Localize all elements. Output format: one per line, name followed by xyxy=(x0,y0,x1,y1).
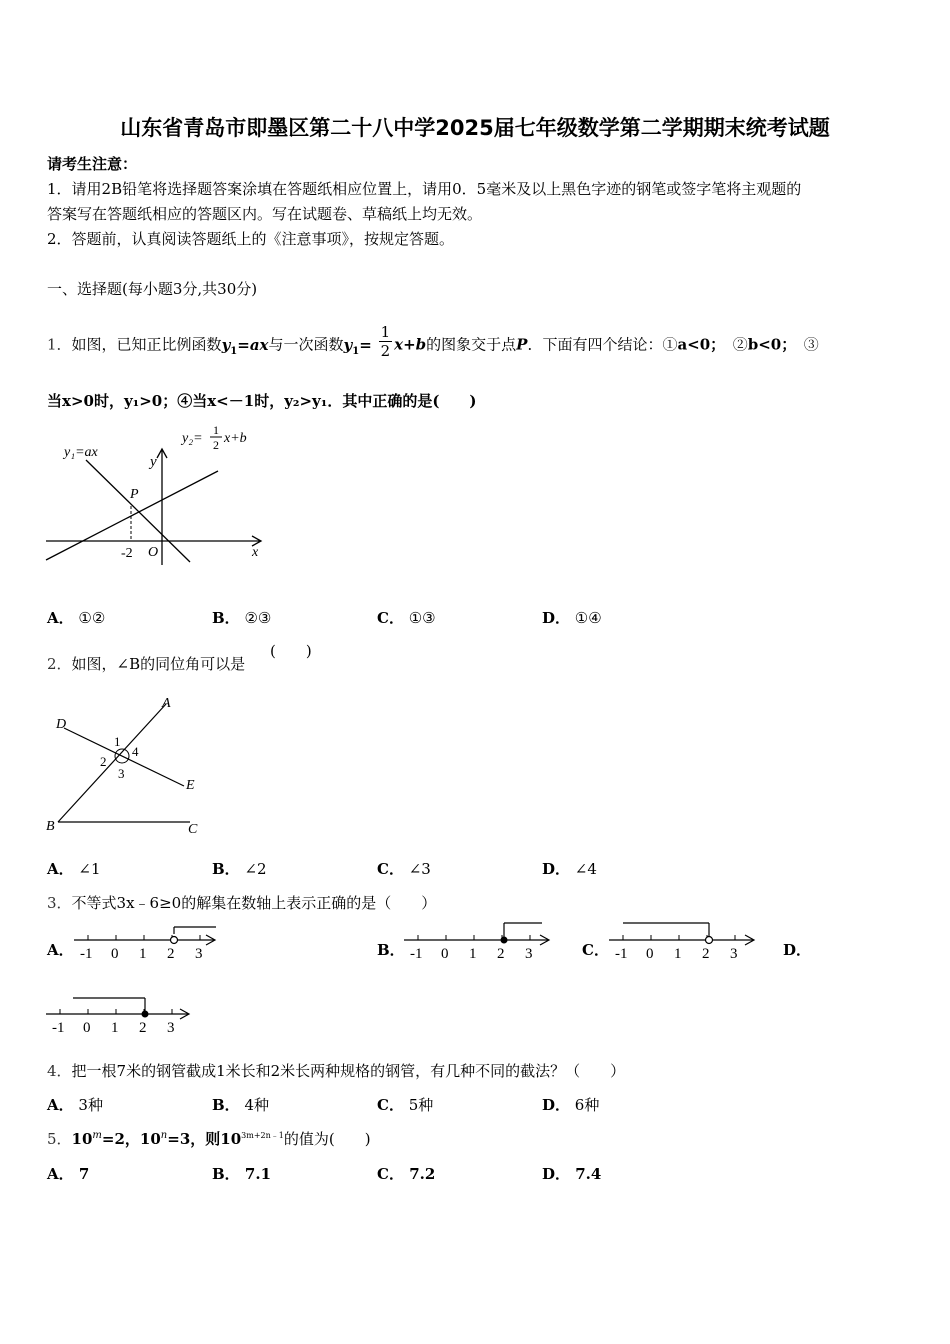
origin-label: O xyxy=(148,545,159,560)
svg-text:2: 2 xyxy=(167,946,175,962)
tick-neg2: -2 xyxy=(121,546,133,561)
svg-text:2: 2 xyxy=(497,946,505,962)
q1-option-a[interactable]: A． ①② xyxy=(47,609,106,627)
svg-text:-1: -1 xyxy=(410,946,423,962)
notice-heading: 请考生注意： xyxy=(47,155,138,173)
svg-text:B: B xyxy=(46,819,55,834)
q3-option-d-numberline[interactable] xyxy=(42,993,197,1038)
q3-option-d-label[interactable]: D． xyxy=(783,941,812,959)
q5-option-d[interactable]: D． 7.4 xyxy=(542,1165,602,1183)
q2-option-c[interactable]: C． ∠3 xyxy=(377,860,431,878)
y2-tail: x+b xyxy=(224,431,247,446)
q1-option-d[interactable]: D． ①④ xyxy=(542,609,602,627)
q3-option-a-label[interactable]: A． xyxy=(47,941,74,959)
svg-text:1: 1 xyxy=(469,946,477,962)
q3-option-c-label[interactable]: C． xyxy=(582,941,609,959)
svg-text:3: 3 xyxy=(525,946,533,962)
q4-option-a[interactable]: A． 3种 xyxy=(47,1096,103,1114)
q4-option-c[interactable]: C． 5种 xyxy=(377,1096,434,1114)
fraction: $\frac{1}{2}$ xyxy=(380,323,391,360)
svg-text:3: 3 xyxy=(730,946,738,962)
y1-label: y₁=ax xyxy=(64,445,98,460)
q3-option-c-numberline[interactable] xyxy=(605,922,760,964)
q2-option-b[interactable]: B． ∠2 xyxy=(212,860,267,878)
svg-text:1: 1 xyxy=(114,734,121,749)
q2-option-d[interactable]: D． ∠4 xyxy=(542,860,597,878)
svg-text:-1: -1 xyxy=(615,946,628,962)
q4-option-d[interactable]: D． 6种 xyxy=(542,1096,600,1114)
q3-option-a-numberline[interactable] xyxy=(70,922,220,964)
q1-option-c[interactable]: C． ①③ xyxy=(377,609,436,627)
svg-text:C: C xyxy=(188,822,198,837)
svg-text:0: 0 xyxy=(83,1020,91,1036)
q5-option-c[interactable]: C． 7.2 xyxy=(377,1165,436,1183)
section-heading: 一、选择题(每小题3分,共30分) xyxy=(47,280,258,298)
svg-text:2: 2 xyxy=(702,946,710,962)
svg-text:x: x xyxy=(252,545,259,560)
question-2-paren: ( ) xyxy=(270,642,312,660)
svg-text:E: E xyxy=(186,778,195,793)
question-1-line-2: 当x>0时，y₁>0；④当x<－1时，y₂>y₁．其中正确的是( ) xyxy=(47,392,477,410)
svg-text:4: 4 xyxy=(132,744,139,759)
y1-line xyxy=(86,460,190,562)
notice-line-1b: 答案写在答题纸相应的答题区内。写在试题卷、草稿纸上均无效。 xyxy=(47,205,483,223)
svg-text:0: 0 xyxy=(441,946,449,962)
notice-line-1: 1．请用2B铅笔将选择题答案涂填在答题纸相应位置上，请用0．5毫米及以上黑色字迹的钢笔或签字笔将主观题的 xyxy=(47,180,802,198)
svg-text:-1: -1 xyxy=(80,946,93,962)
svg-text:y: y xyxy=(150,454,157,470)
q4-option-b[interactable]: B． 4种 xyxy=(212,1096,270,1114)
y2-label: y₂= xyxy=(182,431,203,446)
page-title: 山东省青岛市即墨区第二十八中学2025届七年级数学第二学期期末统考试题 xyxy=(120,116,830,140)
question-2-figure xyxy=(42,690,212,840)
svg-text:0: 0 xyxy=(111,946,119,962)
q3-option-b-numberline[interactable] xyxy=(400,922,555,964)
q3-option-b-label[interactable]: B． xyxy=(377,941,405,959)
svg-text:-1: -1 xyxy=(52,1020,65,1036)
q2-option-a[interactable]: A． ∠1 xyxy=(47,860,101,878)
svg-text:0: 0 xyxy=(646,946,654,962)
svg-text:D: D xyxy=(56,717,67,732)
svg-text:A: A xyxy=(162,696,171,711)
svg-text:2: 2 xyxy=(139,1020,147,1036)
y2-frac-num: 1 xyxy=(213,423,219,437)
q5-option-a[interactable]: A． 7 xyxy=(47,1165,90,1183)
q1-option-b[interactable]: B． ②③ xyxy=(212,609,272,627)
question-1-graph xyxy=(42,420,272,570)
svg-text:2: 2 xyxy=(100,754,107,769)
point-p: P xyxy=(130,487,139,502)
svg-text:1: 1 xyxy=(139,946,147,962)
notice-line-2: 2．答题前，认真阅读答题纸上的《注意事项》，按规定答题。 xyxy=(47,230,455,248)
svg-text:1: 1 xyxy=(674,946,682,962)
svg-text:3: 3 xyxy=(167,1020,175,1036)
q5-option-b[interactable]: B． 7.1 xyxy=(212,1165,272,1183)
question-2: 2．如图，∠B的同位角可以是 xyxy=(47,655,246,673)
y2-frac-den: 2 xyxy=(213,438,219,452)
question-5: 5．$10^m=2$，$10^n=3$，则$10^{3m+2n﹣1}$的值为( ) xyxy=(47,1130,371,1148)
svg-text:3: 3 xyxy=(118,766,125,781)
question-4: 4．把一根7米的钢管截成1米长和2米长两种规格的钢管，有几种不同的截法？（ ） xyxy=(47,1062,626,1080)
svg-text:1: 1 xyxy=(111,1020,119,1036)
svg-text:3: 3 xyxy=(195,946,203,962)
question-1-line-1: 1．如图，已知正比例函数$y_1=ax$与一次函数$y_1=$ $\frac{1}{2}$ x+b的图象交于点P．下面有四个结论：①a<0； ②b<0； ③ xyxy=(47,323,819,360)
question-3: 3．不等式3x﹣6≥0的解集在数轴上表示正确的是（ ） xyxy=(47,894,437,912)
